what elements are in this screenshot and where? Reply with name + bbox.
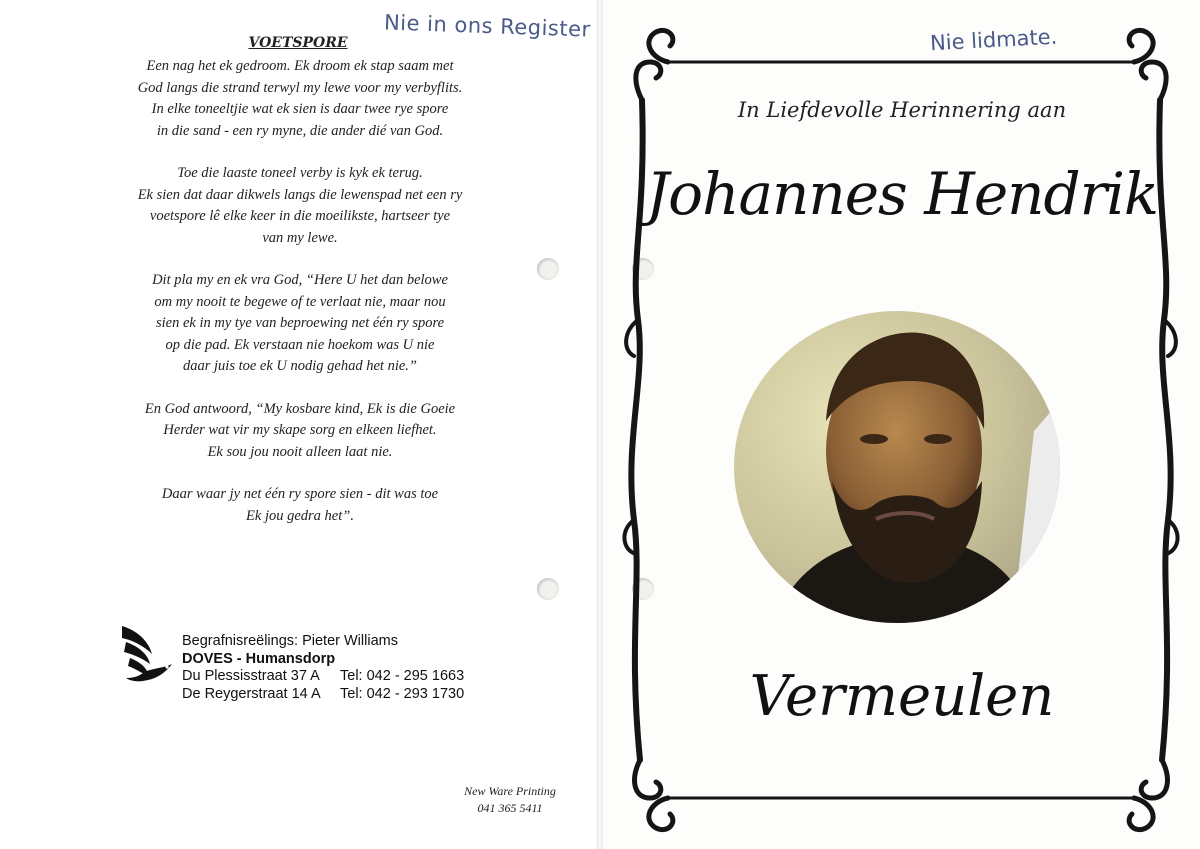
funeral-company: DOVES - Humansdorp — [182, 650, 336, 667]
portrait-image — [734, 311, 1060, 623]
poem-line: Ek sou jou nooit alleen laat nie. — [207, 443, 393, 460]
funeral-phone: Tel: 042 - 295 1663 — [340, 668, 465, 684]
poem-line: God langs die strand terwyl my lewe voor my verbyflits. — [137, 79, 463, 96]
poem-line: En God antwoord, “My kosbare kind, Ek is die Goeie — [144, 400, 456, 417]
printer-name: New Ware Printing — [464, 784, 556, 798]
poem-line: Daar waar jy net één ry spore sien - dit was toe — [161, 486, 439, 502]
poem-line: Ek jou gedra het”. — [246, 507, 354, 524]
poem-line: Een nag het ek gedroom. Ek droom ek stap saam met — [146, 58, 454, 74]
poem-stanza — [100, 270, 500, 378]
poem-line: voetspore lê elke keer in die moeilikste, hartseer tye — [149, 208, 451, 224]
poem-line: sien ek in my tye van beproewing net één ry spore — [155, 315, 445, 331]
poem-line: In elke toneeltjie wat ek sien is daar twee rye spore — [151, 101, 449, 117]
poem-stanza — [100, 56, 500, 142]
poem-line: op die pad. Ek verstaan nie hoekom was U nie — [165, 336, 435, 353]
printer-phone: 041 365 5411 — [477, 801, 543, 815]
funeral-address-row — [182, 686, 464, 704]
poem-line: Ek sien dat daar dikwels langs die lewenspad net een ry — [137, 186, 463, 203]
poem-title: VOETSPORE — [248, 35, 348, 51]
poem-line: Toe die laaste toneel verby is kyk ek terug. — [177, 165, 423, 181]
memorial-subtitle: In Liefdevolle Herinnering aan — [737, 98, 1067, 122]
poem-line: in die sand - een ry myne, die ander dié van God. — [156, 122, 444, 139]
poem-line: daar juis toe ek U nodig gehad het nie.” — [183, 358, 417, 374]
handwritten-note-left: Nie in ons Register — [383, 10, 592, 42]
funeral-arrangements: Begrafnisreëlings: Pieter Williams — [182, 633, 398, 649]
poem-stanza — [100, 163, 500, 249]
poem-line: van my lewe. — [262, 229, 338, 246]
dove-logo-icon — [118, 620, 176, 686]
funeral-address: Du Plessisstraat 37 A — [182, 668, 320, 684]
poem-line: om my nooit te begewe of te verlaat nie, maar nou — [154, 293, 446, 310]
printer-credit — [440, 783, 580, 817]
poem-stanza — [100, 399, 500, 464]
handwritten-note-right: Nie lidmate. — [929, 24, 1058, 56]
deceased-surname: Vermeulen — [749, 664, 1055, 729]
portrait-photo — [734, 311, 1060, 623]
deceased-first-names: Johannes Hendrik — [645, 160, 1159, 228]
punch-hole — [537, 258, 559, 280]
funeral-info — [182, 633, 464, 703]
poem-line: Dit pla my en ek vra God, “Here U het dan belowe — [152, 272, 448, 288]
funeral-address-row — [182, 668, 464, 686]
funeral-phone: Tel: 042 - 293 1730 — [340, 685, 465, 702]
punch-hole — [537, 578, 559, 600]
poem-line: Herder wat vir my skape sorg en elkeen liefhet. — [163, 422, 437, 438]
poem — [100, 56, 500, 548]
poem-stanza — [100, 484, 500, 527]
funeral-address: De Reygerstraat 14 A — [182, 685, 321, 702]
